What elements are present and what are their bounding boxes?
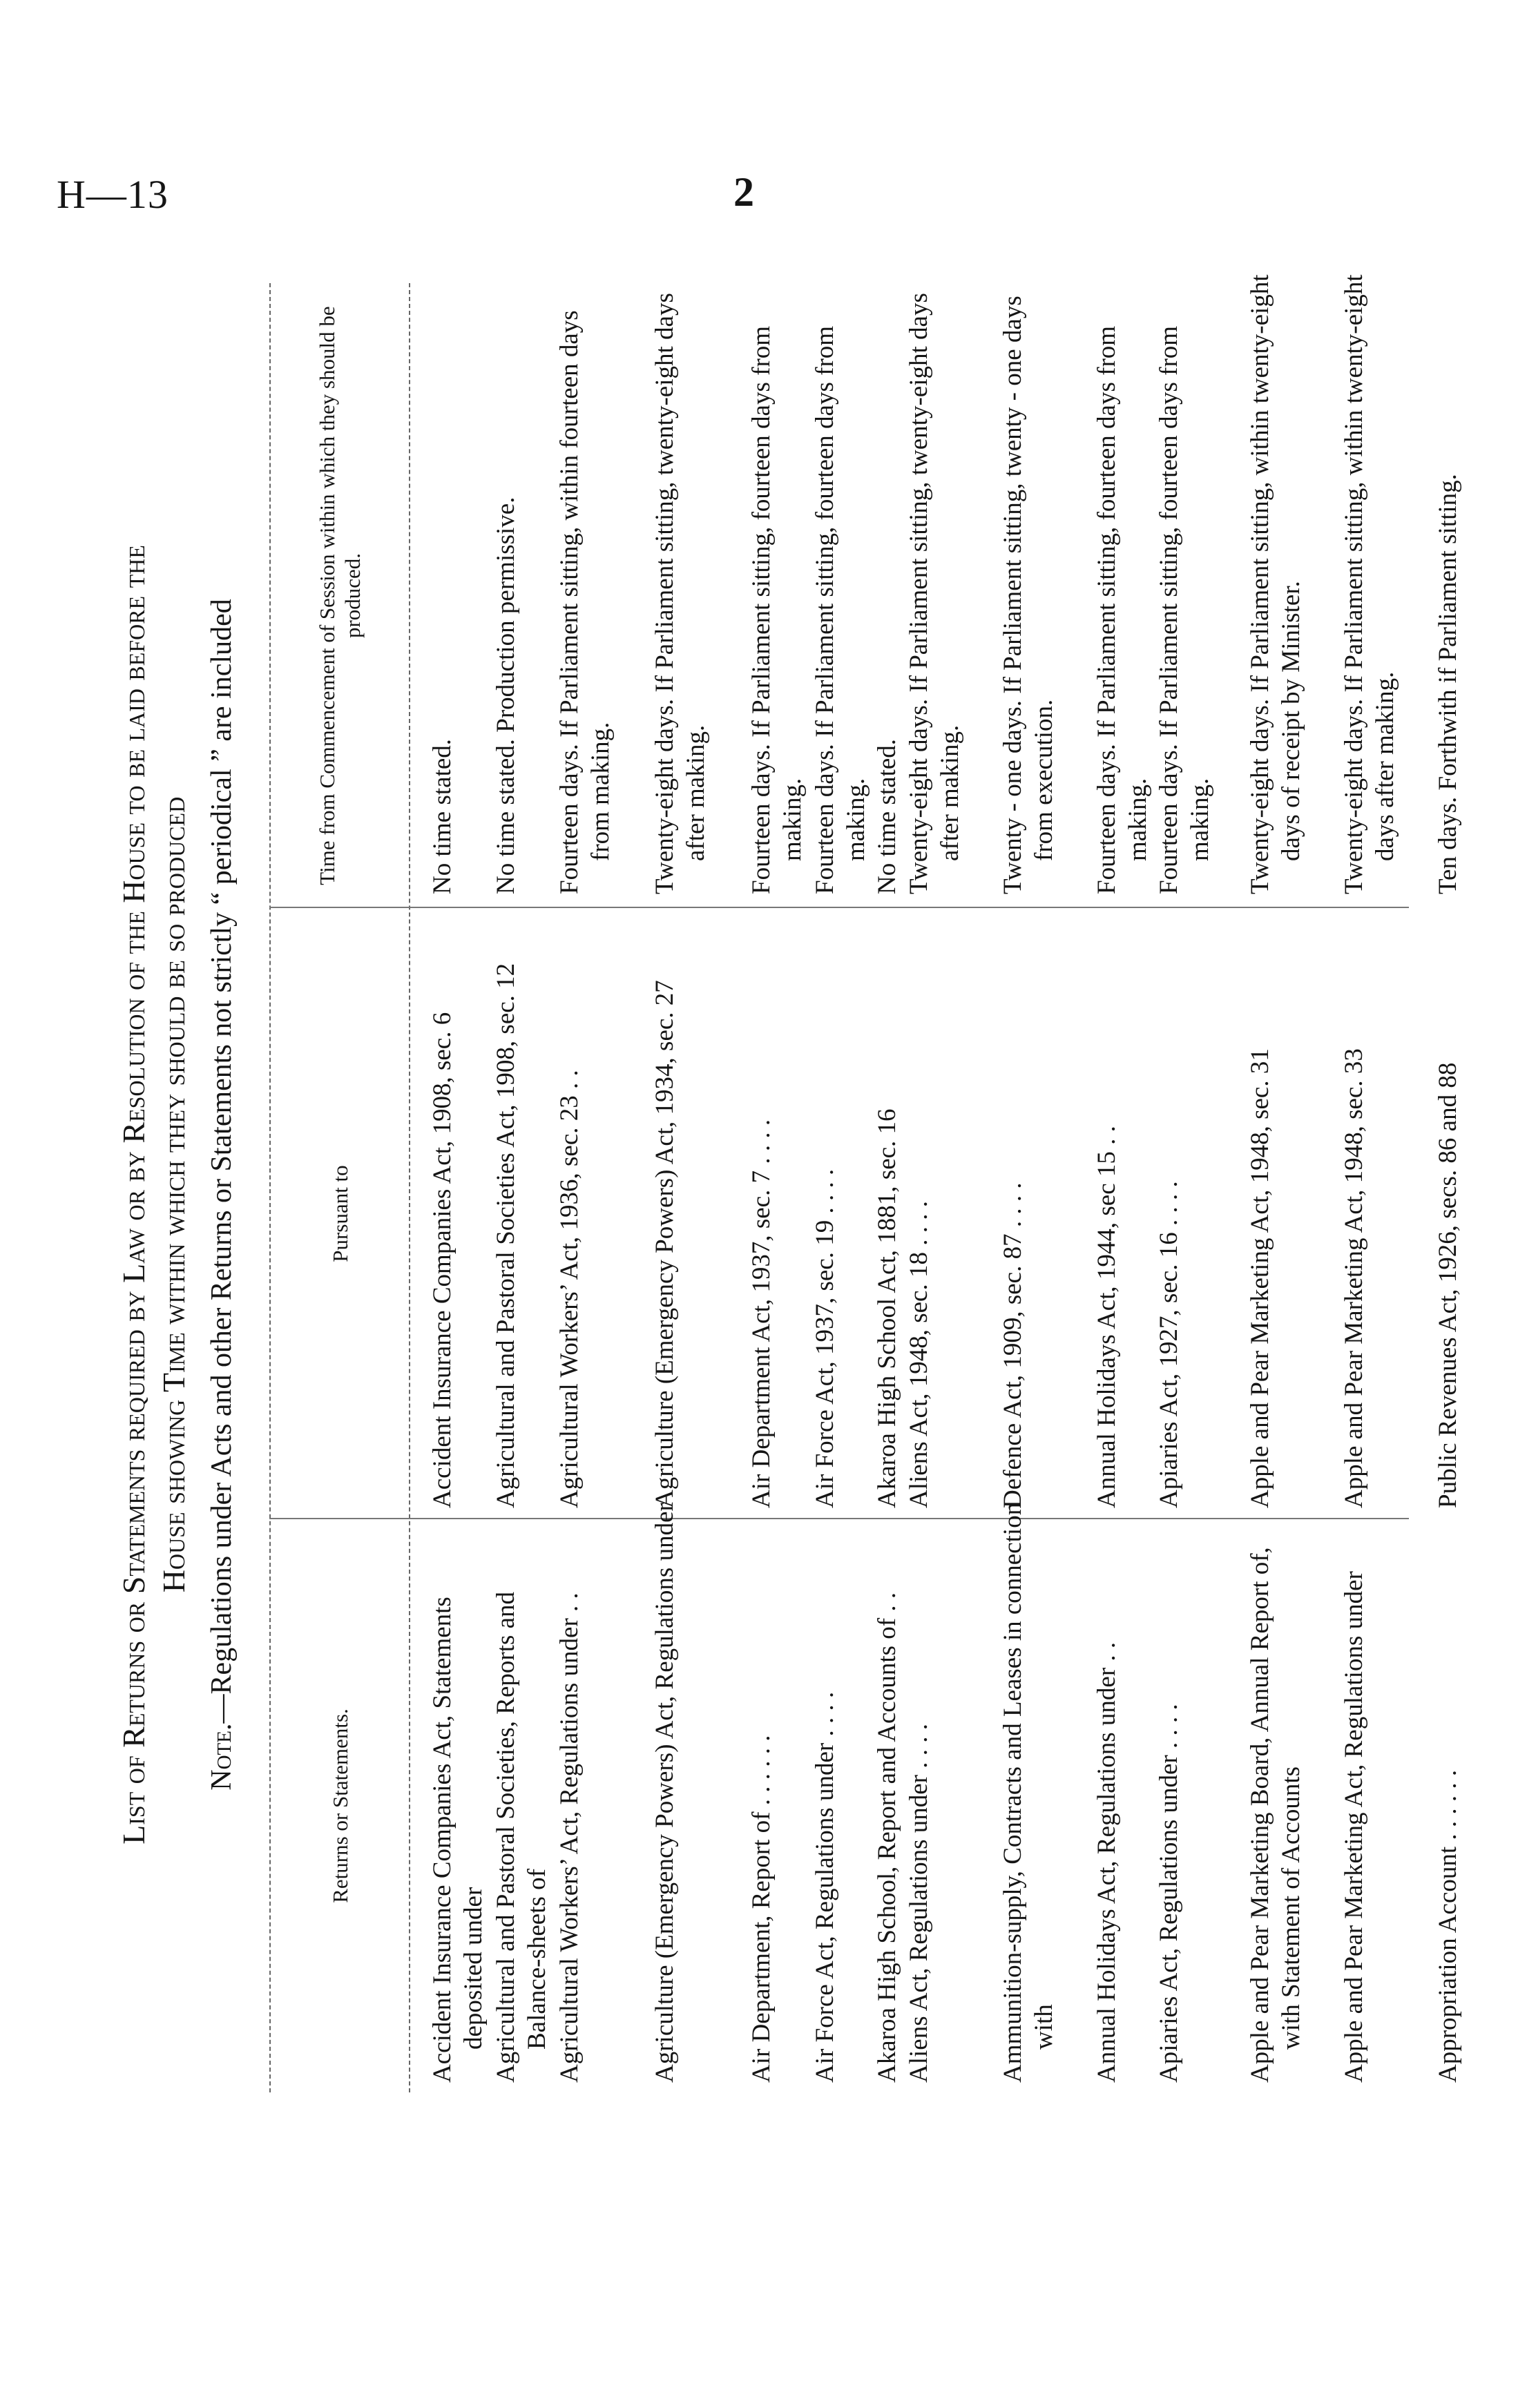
note-label: Note. — [206, 1723, 238, 1791]
pursuant-cell: Annual Holidays Act, 1944, sec 15 . . — [1093, 1126, 1121, 1508]
pursuant-cell: Aliens Act, 1948, sec. 18 . . . . — [905, 1201, 933, 1508]
returns-cell: Accident Insurance Companies Act, Statements deposited under — [428, 1597, 488, 2083]
document-reference: H—13 — [57, 172, 169, 217]
time-cell: Fourteen days. If Parliament sitting, fourteen days from making. — [747, 325, 807, 894]
time-cell: Fourteen days. If Parliament sitting, within fourteen days from making. — [555, 310, 615, 894]
returns-cell: Air Department, Report of . . . . . . — [747, 1735, 776, 2083]
note-text: —Regulations under Acts and other Returns or Statements not strictly “ periodical ” are included — [206, 599, 238, 1724]
page-number: 2 — [733, 169, 754, 215]
time-cell: Ten days. Forthwith if Parliament sitting. — [1434, 474, 1462, 894]
title-line-1: List of Returns or Statements required by Law or by Resolution of the House to be laid before the — [116, 545, 151, 1844]
time-cell: Fourteen days. If Parliament sitting, fourteen days from making. — [1155, 325, 1215, 894]
pursuant-cell: Air Department Act, 1937, sec. 7 . . . . — [747, 1119, 776, 1508]
time-cell: No time stated. Production permissive. — [492, 497, 520, 894]
returns-cell: Agricultural Workers’ Act, Regulations under . . — [555, 1592, 584, 2083]
returns-cell: Ammunition-supply, Contracts and Leases in connection with — [999, 1502, 1059, 2083]
returns-cell: Appropriation Account . . . . . . — [1434, 1769, 1462, 2083]
pursuant-cell: Apiaries Act, 1927, sec. 16 . . . . — [1155, 1181, 1183, 1508]
returns-cell: Agriculture (Emergency Powers) Act, Regulations under — [651, 1503, 679, 2083]
time-cell: Twenty-eight days. If Parliament sitting, twenty-eight days after making. — [905, 293, 965, 894]
pursuant-cell: Agriculture (Emergency Powers) Act, 1934, sec. 27 — [651, 980, 679, 1508]
pursuant-cell: Defence Act, 1909, sec. 87 . . . . — [999, 1182, 1027, 1508]
rotated-page-content — [107, 200, 1462, 2189]
pursuant-cell: Agricultural and Pastoral Societies Act, 1908, sec. 12 — [492, 963, 520, 1508]
column-header-time: Time from Commencement of Session within which they should be produced. — [315, 306, 365, 885]
time-cell: Twenty-eight days. If Parliament sitting, within twenty-eight days of receipt by Minister. — [1246, 274, 1306, 894]
time-cell: No time stated. — [873, 738, 901, 894]
column-header-pursuant: Pursuant to — [327, 1165, 352, 1262]
pursuant-cell: Apple and Pear Marketing Act, 1948, sec. 31 — [1246, 1048, 1274, 1508]
pursuant-cell: Agricultural Workers’ Act, 1936, sec. 23 . . — [555, 1070, 584, 1508]
returns-cell: Air Force Act, Regulations under . . . . — [811, 1691, 839, 2083]
time-cell: No time stated. — [428, 738, 457, 894]
pursuant-cell: Public Revenues Act, 1926, secs. 86 and 88 — [1434, 1062, 1462, 1508]
returns-cell: Akaroa High School, Report and Accounts of . . — [873, 1592, 901, 2083]
time-cell: Twenty-eight days. If Parliament sitting, within twenty-eight days after making. — [1340, 274, 1400, 894]
title-line-2: House showing Time within which they should be so produced — [156, 796, 191, 1593]
time-cell: Twenty-eight days. If Parliament sitting, twenty-eight days after making. — [651, 293, 711, 894]
returns-cell: Apple and Pear Marketing Act, Regulations under — [1340, 1571, 1368, 2083]
time-cell: Fourteen days. If Parliament sitting, fourteen days from making. — [1093, 325, 1153, 894]
returns-cell: Apple and Pear Marketing Board, Annual Report of, with Statement of Accounts — [1246, 1547, 1306, 2083]
time-cell: Twenty - one days. If Parliament sitting, twenty - one days from execution. — [999, 296, 1059, 894]
pursuant-cell: Air Force Act, 1937, sec. 19 . . . . — [811, 1168, 839, 1508]
pursuant-cell: Akaroa High School Act, 1881, sec. 16 — [873, 1108, 901, 1508]
pursuant-cell: Accident Insurance Companies Act, 1908, sec. 6 — [428, 1012, 457, 1508]
returns-cell: Annual Holidays Act, Regulations under . . — [1093, 1641, 1121, 2083]
time-cell: Fourteen days. If Parliament sitting, fourteen days from making. — [811, 325, 871, 894]
returns-cell: Agricultural and Pastoral Societies, Reports and Balance-sheets of — [492, 1591, 552, 2083]
table-top-rule — [269, 283, 271, 2092]
returns-cell: Aliens Act, Regulations under . . . . — [905, 1724, 933, 2083]
header-bottom-rule — [409, 283, 410, 2092]
pursuant-cell: Apple and Pear Marketing Act, 1948, sec. 33 — [1340, 1048, 1368, 1508]
note — [205, 200, 238, 2189]
returns-cell: Apiaries Act, Regulations under . . . . — [1155, 1704, 1183, 2083]
column-header-returns: Returns or Statements. — [327, 1708, 352, 1903]
